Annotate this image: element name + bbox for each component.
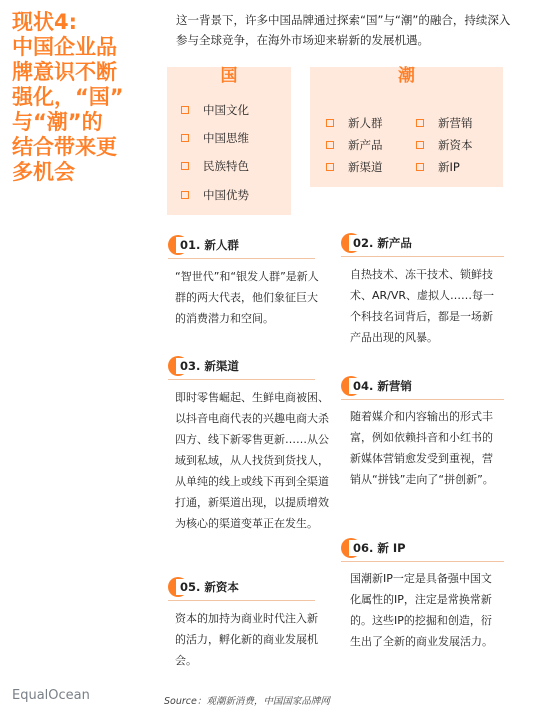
guo-item: 中国文化 — [181, 102, 249, 118]
chao-item: 新产品 — [326, 137, 383, 153]
checkbox-icon — [181, 106, 189, 114]
section-body-new-channel: 即时零售崛起、生鲜电商被困、以抖音电商代表的兴趣电商大杀四方、线下新零售更新……从公域到私域，从人找货到货找人，从单纯的线上或线下再到全渠道打通，新渠道出现，以提质增效为核心的渠道变革正在发生。 — [175, 391, 329, 530]
page-title: 现状4: 中国企业品 牌意识不断 强化，“国” 与“潮”的 结合带来更 多机会 — [12, 10, 124, 184]
section-divider — [168, 258, 315, 259]
section-header-new-product: 02. 新产品 — [341, 233, 416, 253]
checkbox-icon — [416, 163, 424, 171]
chao-heading: 潮 — [398, 66, 415, 86]
guo-item: 民族特色 — [181, 158, 249, 174]
chao-item: 新IP — [416, 159, 460, 175]
section-body-new-people: “智世代”和“银发人群”是新人群的两大代表，他们象征巨大的消费潜力和空间。 — [175, 270, 319, 325]
section-header-new-channel: 03. 新渠道 — [168, 356, 243, 376]
chao-box — [310, 67, 503, 187]
equalocean-logo: EqualOcean — [12, 688, 90, 703]
checkbox-icon — [326, 141, 334, 149]
section-header-new-marketing: 04. 新营销 — [341, 376, 416, 396]
section-body-new-marketing: 随着媒介和内容输出的形式丰富，例如依赖抖音和小红书的新媒体营销愈发受到重视，营销从“拼钱”走向了“拼创新”。 — [350, 410, 494, 486]
checkbox-icon — [416, 119, 424, 127]
section-divider — [341, 399, 504, 400]
source-note: Source：观潮新消费，中国国家品牌网 — [164, 696, 330, 707]
section-divider — [341, 561, 504, 562]
section-divider — [168, 600, 315, 601]
guo-item: 中国优势 — [181, 187, 249, 203]
chao-item: 新人群 — [326, 115, 383, 131]
checkbox-icon — [326, 163, 334, 171]
section-header-new-ip: 06. 新 IP — [341, 538, 410, 558]
guo-heading: 国 — [220, 66, 238, 86]
section-header-new-people: 01. 新人群 — [168, 235, 243, 255]
section-header-new-capital: 05. 新资本 — [168, 577, 243, 597]
checkbox-icon — [416, 141, 424, 149]
checkbox-icon — [181, 134, 189, 142]
chao-item: 新资本 — [416, 137, 473, 153]
guo-box — [167, 67, 291, 215]
checkbox-icon — [326, 119, 334, 127]
section-body-new-capital: 资本的加持为商业时代注入新的活力，孵化新的商业发展机会。 — [175, 612, 318, 667]
checkbox-icon — [181, 191, 189, 199]
chao-item: 新渠道 — [326, 159, 383, 175]
section-body-new-product: 自热技术、冻干技术、锁鲜技术、AR/VR、虚拟人……每一个科技名词背后，都是一场新产品出现的风暴。 — [350, 268, 495, 344]
chao-item: 新营销 — [416, 115, 473, 131]
section-body-new-ip: 国潮新IP一定是具备强中国文化属性的IP，注定是常换常新的。这些IP的挖掘和创造，衍生出了全新的商业发展活力。 — [350, 572, 493, 648]
intro-text: 这一背景下，许多中国品牌通过探索“国”与“潮”的融合，持续深入参与全球竞争，在海外市场迎来崭新的发展机遇。 — [176, 13, 511, 47]
section-divider — [341, 256, 504, 257]
guo-item: 中国思维 — [181, 130, 249, 146]
section-divider — [168, 379, 315, 380]
checkbox-icon — [181, 162, 189, 170]
